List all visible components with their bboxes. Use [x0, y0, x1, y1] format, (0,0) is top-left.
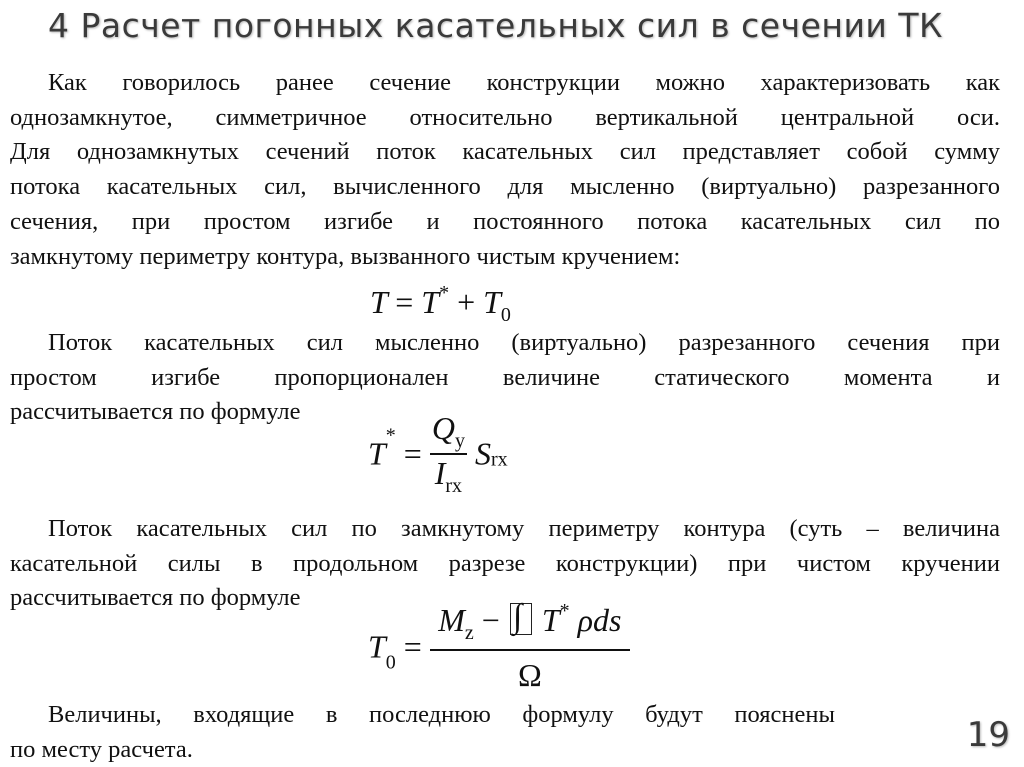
- text-line: Величины, входящие в последнюю формулу будут пояснены: [48, 701, 835, 728]
- text-line: Поток касательных сил мысленно (виртуально) разрезанного сечения при: [48, 329, 1000, 356]
- formula-torsion-flow: $T_0$ = $\frac{M_z - \int T^* \rho ds}{\Omega}$: [368, 600, 630, 694]
- text-line: рассчитывается по формуле: [10, 398, 301, 426]
- formula-bending-flow: T* = $\frac{Q_y}{I_{rx}}$ $S_{rx}$: [368, 410, 508, 497]
- paragraph-note: [10, 698, 835, 767]
- text-line: замкнутому периметру контура, вызванного чистым кручением:: [10, 242, 681, 270]
- integral-icon: [510, 603, 532, 635]
- text-line: Для однозамкнутых сечений поток касательных сил представляет собой сумму: [10, 138, 1000, 166]
- formula-total-flow: $T = T^* + T_0$: [370, 282, 511, 326]
- text-line: Как говорилось ранее сечение конструкции можно характеризовать как: [48, 69, 1000, 96]
- text-line: сечения, при простом изгибе и постоянного потока касательных сил по: [10, 207, 1000, 235]
- fraction: $\frac{M_z - \int T^* \rho ds}{\Omega}$: [430, 600, 630, 694]
- text-line: однозамкнутое, симметричное относительно вертикальной центральной оси.: [10, 103, 1000, 131]
- text-line: по месту расчета.: [10, 735, 193, 763]
- text-line: рассчитывается по формуле: [10, 584, 301, 612]
- text-line: касательной силы в продольном разрезе конструкции) при чистом кручении: [10, 549, 1000, 577]
- paragraph-intro: [10, 66, 1000, 274]
- fraction: $\frac{Q_y}{I_{rx}}$: [431, 410, 465, 497]
- text-line: потока касательных сил, вычисленного для мысленно (виртуально) разрезанного: [10, 173, 1000, 201]
- text-line: Поток касательных сил по замкнутому периметру контура (суть – величина: [48, 515, 1000, 542]
- page-number: 19: [966, 715, 1010, 755]
- text-line: простом изгибе пропорционален величине статического момента и: [10, 363, 1000, 391]
- slide-title: 4 Расчет погонных касательных сил в сечении ТК: [48, 6, 943, 45]
